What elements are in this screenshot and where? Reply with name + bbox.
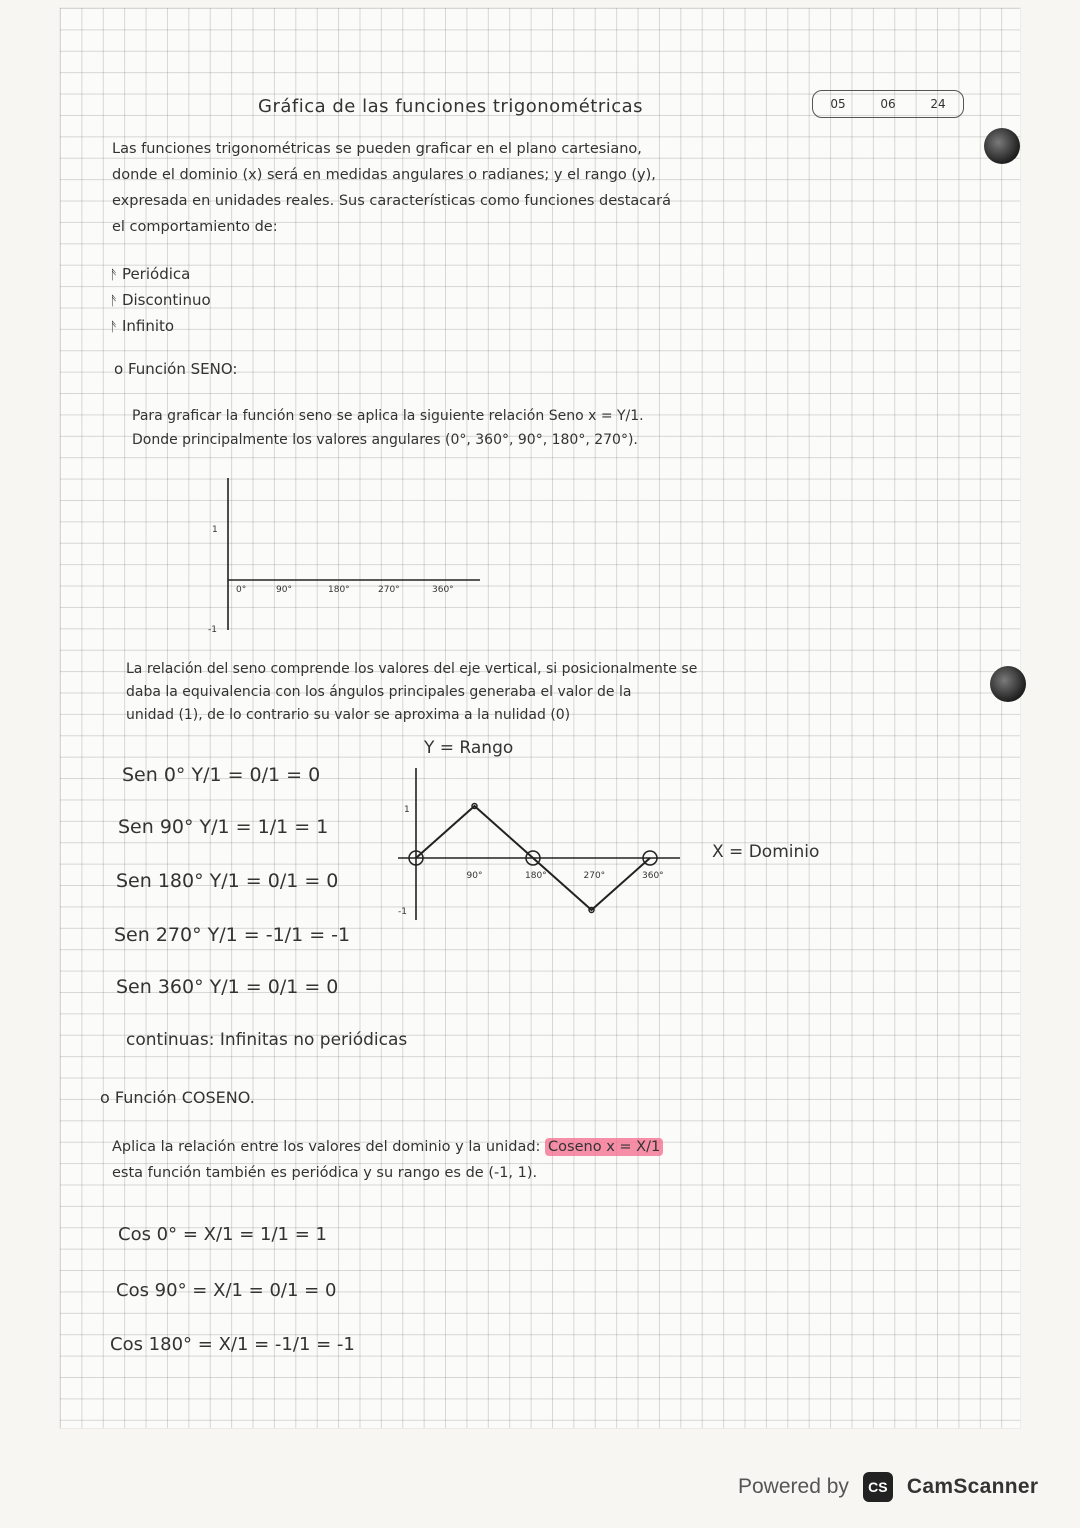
x-tick-label: 360° [432, 585, 454, 595]
x-axis-label: X = Dominio [712, 842, 820, 862]
binder-hole-top [984, 128, 1020, 164]
date-box [812, 90, 964, 118]
binder-hole-middle [990, 666, 1026, 702]
seno-equation: Sen 270° Y/1 = -1/1 = -1 [114, 924, 351, 946]
coseno-heading: o Función COSENO. [100, 1088, 255, 1107]
intro-line: el comportamiento de: [112, 219, 278, 235]
properties-list [110, 262, 211, 340]
property-item: ᚫ Infinito [110, 314, 211, 340]
coseno-text [112, 1134, 663, 1186]
seno-text [132, 404, 644, 452]
x-tick-label: 180° [525, 871, 547, 881]
camscanner-brand: CamScanner [906, 1475, 1039, 1498]
date-month: 06 [880, 97, 896, 111]
x-tick-label: 90° [466, 871, 483, 881]
seno-equation: Sen 180° Y/1 = 0/1 = 0 [116, 870, 339, 892]
x-tick-label: 360° [642, 871, 664, 881]
continuas-note: continuas: Infinitas no periódicas [126, 1030, 408, 1050]
x-tick-label: 90° [276, 585, 292, 595]
intro-paragraph [112, 136, 671, 240]
y-tick-label: 1 [404, 805, 410, 815]
sine-axes-sketch [200, 470, 500, 640]
intro-line: donde el dominio (x) será en medidas angulares o radianes; y el rango (y), [112, 167, 656, 183]
intro-line: expresada en unidades reales. Sus características como funciones destacará [112, 193, 671, 209]
y-tick-label: -1 [398, 907, 407, 917]
seno-text-line: Donde principalmente los valores angulares (0°, 360°, 90°, 180°, 270°). [132, 432, 638, 448]
y-axis-label: Y = Rango [424, 738, 514, 758]
x-tick-label: 180° [328, 585, 350, 595]
seno-heading: o Función SENO: [114, 360, 238, 378]
coseno-relation-highlight: Coseno x = X/1 [545, 1138, 663, 1156]
seno-explanation-line: daba la equivalencia con los ángulos principales generaba el valor de la [126, 684, 632, 700]
seno-explanation-line: La relación del seno comprende los valores del eje vertical, si posicionalmente se [126, 661, 698, 677]
coseno-equation: Cos 90° = X/1 = 0/1 = 0 [116, 1280, 337, 1301]
camscanner-logo-icon: CS [863, 1472, 893, 1502]
powered-by-text: Powered by [738, 1475, 849, 1498]
coseno-equation: Cos 0° = X/1 = 1/1 = 1 [118, 1224, 327, 1245]
x-tick-label: 270° [378, 585, 400, 595]
seno-equation: Sen 0° Y/1 = 0/1 = 0 [122, 764, 321, 786]
date-day: 05 [830, 97, 846, 111]
seno-explanation-line: unidad (1), de lo contrario su valor se aproxima a la nulidad (0) [126, 707, 571, 723]
seno-explanation [126, 658, 697, 727]
sine-chart [390, 760, 690, 930]
property-item: ᚫ Periódica [110, 262, 211, 288]
y-tick-label: -1 [208, 625, 217, 635]
intro-line: Las funciones trigonométricas se pueden graficar en el plano cartesiano, [112, 141, 642, 157]
y-tick-label: 1 [212, 525, 218, 535]
x-tick-label: 0° [236, 585, 247, 595]
seno-equation: Sen 360° Y/1 = 0/1 = 0 [116, 976, 339, 998]
page-title: Gráfica de las funciones trigonométricas [258, 96, 644, 117]
seno-equation: Sen 90° Y/1 = 1/1 = 1 [118, 816, 329, 838]
coseno-text-line: esta función también es periódica y su rango es de (-1, 1). [112, 1165, 538, 1181]
coseno-text-line: Aplica la relación entre los valores del dominio y la unidad: [112, 1139, 541, 1155]
seno-text-line: Para graficar la función seno se aplica la siguiente relación Seno x = Y/1. [132, 408, 644, 424]
property-item: ᚫ Discontinuo [110, 288, 211, 314]
scanner-footer [738, 1472, 1038, 1502]
x-tick-label: 270° [583, 871, 606, 881]
date-year: 24 [930, 97, 946, 111]
coseno-equation: Cos 180° = X/1 = -1/1 = -1 [110, 1334, 355, 1355]
